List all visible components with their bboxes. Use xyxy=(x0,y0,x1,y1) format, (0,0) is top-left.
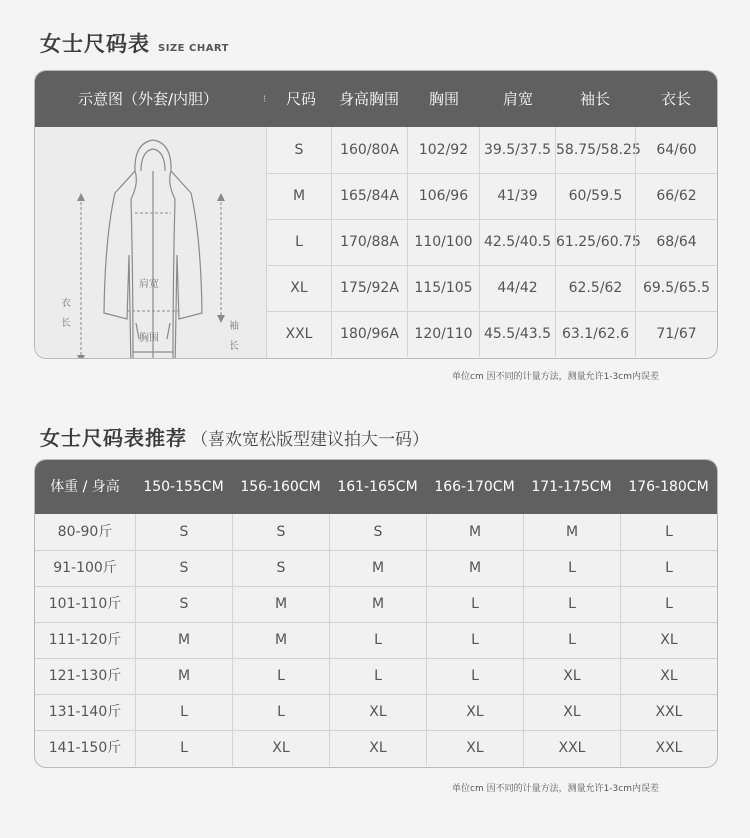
header-size: 尺码 xyxy=(285,90,316,108)
recommendation-header xyxy=(35,460,717,514)
cell-size: M xyxy=(523,514,620,550)
cell-size: L xyxy=(620,514,717,550)
header-shoulder: 肩宽 xyxy=(502,90,533,108)
table-row xyxy=(35,622,717,659)
cell-shoulder: 39.5/37.5 xyxy=(479,127,555,173)
recommendation-title-sub: （喜欢宽松版型建议拍大一码） xyxy=(191,430,429,450)
cell-size: S xyxy=(329,514,426,550)
header-height-chest: 身高胸围 xyxy=(338,90,399,108)
cell-shoulder: 44/42 xyxy=(479,265,555,311)
cell-size: S xyxy=(135,550,232,586)
header-height-range: 161-165CM xyxy=(337,479,418,495)
table-row xyxy=(35,658,717,695)
cell-size: XL xyxy=(266,265,331,311)
cell-size: L xyxy=(620,586,717,622)
cell-size: XL xyxy=(620,658,717,694)
cell-size: S xyxy=(135,514,232,550)
cell-sleeve: 63.1/62.6 xyxy=(555,311,635,357)
header-diagram: 示意图（外套/内胆） xyxy=(77,90,219,108)
cell-size: XXL xyxy=(523,730,620,766)
header-height-range: 150-155CM xyxy=(143,479,224,495)
shoulder-label: 肩宽 xyxy=(139,279,159,290)
cell-height-chest: 170/88A xyxy=(331,219,407,265)
cell-shoulder: 45.5/43.5 xyxy=(479,311,555,357)
cell-size: XL xyxy=(232,730,329,766)
cell-length: 66/62 xyxy=(635,173,717,219)
cell-size: M xyxy=(232,622,329,658)
header-height-range: 166-170CM xyxy=(434,479,515,495)
cell-weight: 80-90斤 xyxy=(57,524,113,540)
cell-chest: 120/110 xyxy=(407,311,479,357)
cell-height-chest: 165/84A xyxy=(331,173,407,219)
cell-sleeve: 58.75/58.25 xyxy=(555,127,635,173)
cell-size: M xyxy=(329,550,426,586)
table-row xyxy=(266,127,717,174)
table-row xyxy=(35,586,717,623)
header-height-range: 176-180CM xyxy=(628,479,709,495)
cell-size: M xyxy=(426,514,523,550)
cell-size: M xyxy=(232,586,329,622)
table-row xyxy=(266,265,717,312)
cell-chest: 115/105 xyxy=(407,265,479,311)
size-chart-table xyxy=(34,70,718,359)
cell-weight: 121-130斤 xyxy=(48,668,122,684)
cell-size: S xyxy=(232,550,329,586)
size-chart-header xyxy=(35,71,717,127)
cell-sleeve: 61.25/60.75 xyxy=(555,219,635,265)
length-label-2: 长 xyxy=(61,318,71,329)
cell-length: 69.5/65.5 xyxy=(635,265,717,311)
cell-size: XL xyxy=(523,694,620,730)
cell-shoulder: 41/39 xyxy=(479,173,555,219)
cell-chest: 110/100 xyxy=(407,219,479,265)
measurement-note: 单位cm 因不同的计量方法，测量允许1-3cm内误差 xyxy=(452,372,659,382)
jacket-diagram xyxy=(35,127,267,358)
sleeve-label-1: 袖 xyxy=(229,321,239,332)
header-chest: 胸围 xyxy=(428,90,459,108)
cell-size: M xyxy=(135,622,232,658)
cell-size: S xyxy=(135,586,232,622)
cell-size: L xyxy=(135,694,232,730)
chest-label: 胸围 xyxy=(139,333,159,344)
cell-size: L xyxy=(426,622,523,658)
table-row xyxy=(266,173,717,220)
cell-size: XL xyxy=(329,730,426,766)
cell-size: M xyxy=(266,173,331,219)
cell-length: 71/67 xyxy=(635,311,717,357)
sleeve-label-2: 长 xyxy=(229,341,239,352)
cell-size: L xyxy=(135,730,232,766)
cell-size: M xyxy=(135,658,232,694)
recommendation-title xyxy=(40,422,429,451)
table-row xyxy=(35,550,717,587)
cell-sleeve: 62.5/62 xyxy=(555,265,635,311)
cell-weight: 131-140斤 xyxy=(48,704,122,720)
cell-size: M xyxy=(329,586,426,622)
cell-size: XL xyxy=(620,622,717,658)
table-row xyxy=(35,514,717,551)
cell-weight: 141-150斤 xyxy=(48,740,122,756)
recommendation-title-main: 女士尺码表推荐 xyxy=(40,426,187,450)
table-row xyxy=(266,219,717,266)
cell-chest: 106/96 xyxy=(407,173,479,219)
cell-size: L xyxy=(232,694,329,730)
cell-size: L xyxy=(620,550,717,586)
cell-height-chest: 160/80A xyxy=(331,127,407,173)
cell-length: 64/60 xyxy=(635,127,717,173)
cell-size: L xyxy=(426,586,523,622)
table-row xyxy=(35,730,717,766)
header-length: 衣长 xyxy=(660,90,691,108)
header-sleeve: 袖长 xyxy=(579,90,610,108)
cell-weight: 101-110斤 xyxy=(48,596,122,612)
cell-size: L xyxy=(426,658,523,694)
cell-height-chest: 180/96A xyxy=(331,311,407,357)
cell-height-chest: 175/92A xyxy=(331,265,407,311)
recommendation-table xyxy=(34,459,718,768)
size-chart-title xyxy=(40,28,229,58)
cell-size: L xyxy=(329,622,426,658)
header-height-range: 171-175CM xyxy=(531,479,612,495)
cell-size: XL xyxy=(426,730,523,766)
measurement-note: 单位cm 因不同的计量方法，测量允许1-3cm内误差 xyxy=(452,784,659,794)
header-separator: ⁝ xyxy=(263,94,267,105)
size-chart-title-en: SIZE CHART xyxy=(158,43,230,54)
header-weight-height: 体重 / 身高 xyxy=(50,479,120,495)
cell-size: S xyxy=(266,127,331,173)
cell-size: XXL xyxy=(620,730,717,766)
table-row xyxy=(266,311,717,357)
cell-shoulder: 42.5/40.5 xyxy=(479,219,555,265)
size-chart-title-zh: 女士尺码表 xyxy=(40,32,150,56)
cell-length: 68/64 xyxy=(635,219,717,265)
cell-size: L xyxy=(266,219,331,265)
cell-size: XXL xyxy=(620,694,717,730)
cell-size: L xyxy=(523,586,620,622)
cell-size: L xyxy=(329,658,426,694)
cell-size: L xyxy=(523,550,620,586)
cell-weight: 91-100斤 xyxy=(53,560,117,576)
cell-size: XXL xyxy=(266,311,331,357)
cell-size: M xyxy=(426,550,523,586)
cell-chest: 102/92 xyxy=(407,127,479,173)
table-row xyxy=(35,694,717,731)
cell-weight: 111-120斤 xyxy=(48,632,122,648)
cell-size: XL xyxy=(426,694,523,730)
cell-sleeve: 60/59.5 xyxy=(555,173,635,219)
cell-size: L xyxy=(232,658,329,694)
cell-size: XL xyxy=(523,658,620,694)
cell-size: XL xyxy=(329,694,426,730)
length-label-1: 衣 xyxy=(61,298,71,309)
cell-size: L xyxy=(523,622,620,658)
header-height-range: 156-160CM xyxy=(240,479,321,495)
cell-size: S xyxy=(232,514,329,550)
